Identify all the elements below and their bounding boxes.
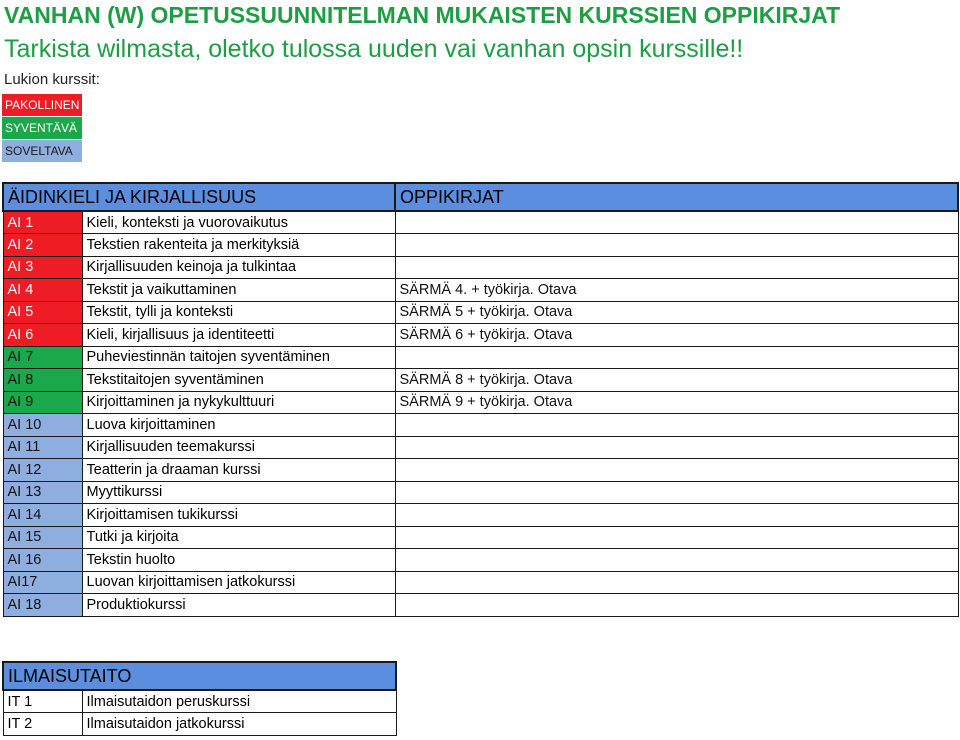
table-row (3, 211, 958, 234)
table-row (3, 481, 958, 504)
course-name: Luova kirjoittaminen (82, 414, 395, 437)
course-book (395, 526, 958, 549)
course-book (395, 594, 958, 617)
course-name: Myyttikurssi (82, 481, 395, 504)
course-name: Kirjoittamisen tukikurssi (82, 504, 395, 527)
course-code: AI 6 (3, 324, 82, 347)
it-course-table (2, 661, 397, 736)
course-code: AI 8 (3, 369, 82, 392)
page-title: VANHAN (W) OPETUSSUUNNITELMAN MUKAISTEN KURSSIEN OPPIKIRJAT (4, 2, 841, 28)
table-header-row (3, 183, 958, 211)
course-code: AI 4 (3, 279, 82, 302)
course-code: AI 1 (3, 211, 82, 234)
table-row (3, 324, 958, 347)
course-book: SÄRMÄ 5 + työkirja. Otava (395, 301, 958, 324)
course-book (395, 436, 958, 459)
table-row (3, 391, 958, 414)
course-book (395, 481, 958, 504)
books-heading: OPPIKIRJAT (395, 183, 958, 211)
course-code: AI 3 (3, 256, 82, 279)
table-row (3, 594, 958, 617)
table-row (3, 504, 958, 527)
course-code: AI17 (3, 571, 82, 594)
legend-applied: SOVELTAVA (2, 140, 82, 162)
table-row (3, 571, 958, 594)
table-row (3, 436, 958, 459)
table-row (3, 301, 958, 324)
course-name: Puheviestinnän taitojen syventäminen (82, 346, 395, 369)
course-code: AI 9 (3, 391, 82, 414)
course-name: Kieli, kirjallisuus ja identiteetti (82, 324, 395, 347)
course-name: Tekstit ja vaikuttaminen (82, 279, 395, 302)
course-code: AI 12 (3, 459, 82, 482)
course-name: Kieli, konteksti ja vuorovaikutus (82, 211, 395, 234)
course-code: IT 2 (3, 713, 82, 736)
course-name: Produktiokurssi (82, 594, 395, 617)
table-row (3, 346, 958, 369)
course-code: IT 1 (3, 690, 82, 713)
section-heading: ÄIDINKIELI JA KIRJALLISUUS (3, 183, 395, 211)
course-book (395, 414, 958, 437)
course-code: AI 15 (3, 526, 82, 549)
course-name: Tekstien rakenteita ja merkityksiä (82, 234, 395, 257)
course-code: AI 5 (3, 301, 82, 324)
table-row (3, 414, 958, 437)
course-name: Tekstin huolto (82, 549, 395, 572)
course-code: AI 7 (3, 346, 82, 369)
course-name: Kirjallisuuden teemakurssi (82, 436, 395, 459)
table-header-row (3, 662, 396, 690)
course-code: AI 2 (3, 234, 82, 257)
legend-required: PAKOLLINEN (2, 94, 82, 116)
course-book (395, 234, 958, 257)
legend-deepening: SYVENTÄVÄ (2, 117, 82, 139)
course-book: SÄRMÄ 4. + työkirja. Otava (395, 279, 958, 302)
course-code: AI 11 (3, 436, 82, 459)
course-name: Teatterin ja draaman kurssi (82, 459, 395, 482)
course-code: AI 10 (3, 414, 82, 437)
course-code: AI 18 (3, 594, 82, 617)
course-name: Tekstit, tylli ja konteksti (82, 301, 395, 324)
course-name: Ilmaisutaidon peruskurssi (82, 690, 396, 713)
page-subtitle: Tarkista wilmasta, oletko tulossa uuden vai vanhan opsin kurssille!! (4, 35, 744, 63)
course-code: AI 16 (3, 549, 82, 572)
course-book: SÄRMÄ 9 + työkirja. Otava (395, 391, 958, 414)
table-row (3, 549, 958, 572)
table-row (3, 234, 958, 257)
ai-course-table (2, 182, 959, 617)
course-book (395, 346, 958, 369)
course-name: Luovan kirjoittamisen jatkokurssi (82, 571, 395, 594)
table-row (3, 369, 958, 392)
course-book: SÄRMÄ 6 + työkirja. Otava (395, 324, 958, 347)
course-name: Tutki ja kirjoita (82, 526, 395, 549)
course-name: Kirjoittaminen ja nykykulttuuri (82, 391, 395, 414)
course-book (395, 549, 958, 572)
table-row (3, 713, 396, 736)
table-row (3, 526, 958, 549)
course-book (395, 211, 958, 234)
section-heading: ILMAISUTAITO (3, 662, 396, 690)
table-row (3, 279, 958, 302)
course-name: Ilmaisutaidon jatkokurssi (82, 713, 396, 736)
course-book: SÄRMÄ 8 + työkirja. Otava (395, 369, 958, 392)
course-name: Tekstitaitojen syventäminen (82, 369, 395, 392)
table-row (3, 256, 958, 279)
course-code: AI 13 (3, 481, 82, 504)
table-row (3, 690, 396, 713)
course-book (395, 504, 958, 527)
table-row (3, 459, 958, 482)
course-book (395, 256, 958, 279)
intro-label: Lukion kurssit: (4, 71, 100, 88)
course-book (395, 459, 958, 482)
course-book (395, 571, 958, 594)
course-name: Kirjallisuuden keinoja ja tulkintaa (82, 256, 395, 279)
course-code: AI 14 (3, 504, 82, 527)
